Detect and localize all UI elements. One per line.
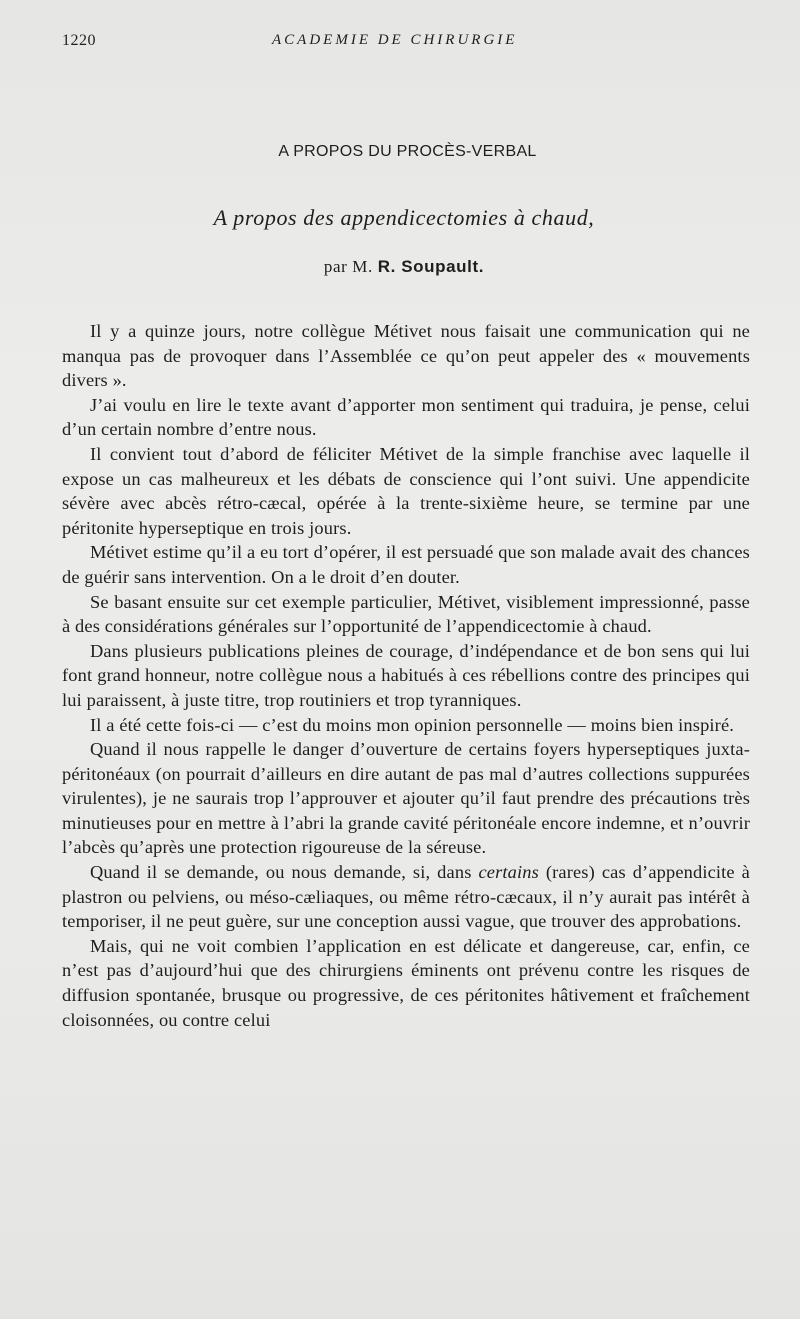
page-number: 1220 bbox=[62, 32, 96, 49]
section-title: A PROPOS DU PROCÈS-VERBAL bbox=[278, 143, 537, 160]
paragraph: Il a été cette fois-ci — c’est du moins mon opinion personnelle — moins bien inspiré. bbox=[90, 714, 735, 735]
paragraph: Métivet estime qu’il a eu tort d’opérer, il est persuadé que son malade avait des chances de guérir sans intervention. On a le droit d’en douter. bbox=[62, 542, 750, 587]
paragraph: Il convient tout d’abord de féliciter Métivet de la simple franchise avec laquelle il expose un cas malheureux et les débats de conscience qui l’ont suivi. Une appendicite sévère avec abcès rétro-cæcal, opérée à la trente-sixième heure, se termine par une péritonite hyperseptique en trois jours. bbox=[62, 443, 750, 538]
paragraph-text: (rares) cas d’appendicite à plastron ou pelviens, ou méso-cæliaques, ou même rétro-cæcaux, il n’y aurait pas intérêt à temporiser, il ne peut guère, sur une conception aussi vague, que trouver des approbations. bbox=[62, 862, 750, 932]
paragraph bbox=[62, 860, 750, 934]
italic-emphasis: certains bbox=[478, 862, 539, 883]
paragraph: J’ai voulu en lire le texte avant d’apporter mon sentiment qui traduira, je pense, celui d’un certain nombre d’entre nous. bbox=[62, 394, 750, 440]
article-body bbox=[62, 319, 750, 1032]
paragraph-text: Quand il se demande, ou nous demande, si, dans bbox=[90, 862, 479, 883]
running-head bbox=[62, 32, 750, 54]
paragraph: Dans plusieurs publications pleines de courage, d’indépendance et de bon sens qui lui font grand honneur, notre collègue nous a habitués à ces rébellions contre des principes qui lui paraissent, à juste titre, trop routiniers et trop tyranniques. bbox=[62, 640, 750, 710]
article-title: A propos des appendicectomies à chaud, bbox=[213, 205, 595, 230]
byline-prefix: par M. bbox=[323, 257, 373, 276]
paragraph: Mais, qui ne voit combien l’application en est délicate et dangereuse, car, enfin, ce n’est pas d’aujourd’hui que des chirurgiens éminents ont prévenu contre les risques de diffusion spontanée, brusque ou progressive, de ces péritonites hâtivement et fraîchement cloisonnées, ou contre celui bbox=[62, 935, 750, 1030]
paragraph: Se basant ensuite sur cet exemple particulier, Métivet, visiblement impressionné, passe à des considérations générales sur l’opportunité de l’appendicectomie à chaud. bbox=[62, 591, 750, 637]
author-name: R. Soupault. bbox=[377, 257, 485, 276]
paragraph: Il y a quinze jours, notre collègue Métivet nous faisait une communication qui ne manqua pas de provoquer dans l’Assemblée ce qu’on peut appeler des « mouvements divers ». bbox=[62, 321, 750, 391]
journal-title: ACADEMIE DE CHIRURGIE bbox=[272, 32, 518, 48]
byline bbox=[0, 257, 800, 277]
paragraph: Quand il nous rappelle le danger d’ouverture de certains foyers hyperseptiques juxta-péritonéaux (on pourrait d’ailleurs en dire autant de pas mal d’autres collections suppurées virulentes), je ne saurais trop l’approuver et ajouter qu’il faut prendre des précautions très minutieuses pour en mettre à l’abri la grande cavité péritonéale encore indemne, et n’ouvrir l’abcès qu’après une protection rigoureuse de la séreuse. bbox=[62, 739, 750, 858]
